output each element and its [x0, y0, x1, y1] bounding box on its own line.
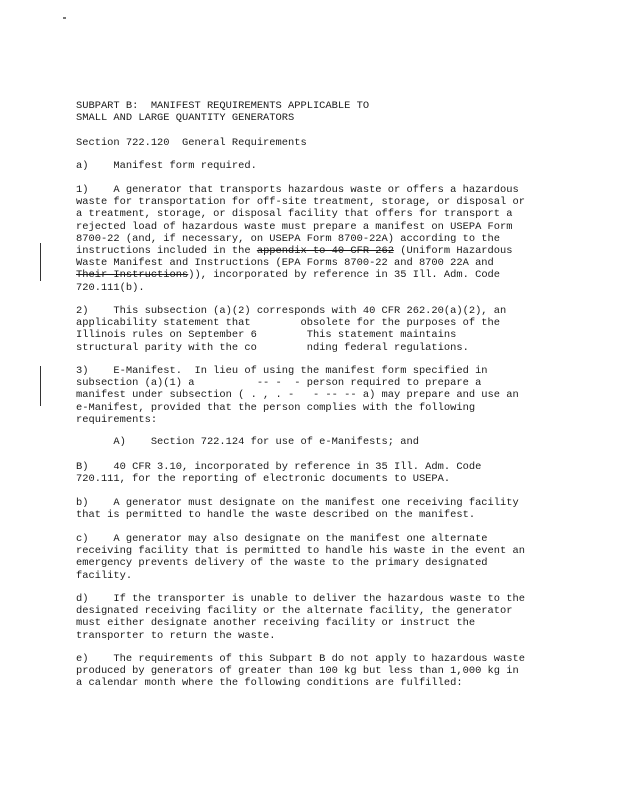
paragraph-c: c) A generator may also designate on the manifest one alternate receiving facility that is permitted to handle his waste in the event an emergency prevents delivery of the waste to the primary designated facility.: [76, 533, 525, 582]
paragraph-a1: 1) A generator that transports hazardous waste or offers a hazardous waste for transportation for off-site treatment, storage, or disposal or a treatment, storage, or disposal facility that offers for transport a rejected load of hazardous waste must prepare a manifest on USEPA Form 8700-22 (and, if necessary, on USEPA Form 8700-22A) according to the instructions included in the appendix to 40 CFR 262 (Uniform Hazardous Waste Manifest and Instructions (EPA Forms 8700-22 and 8700 22A and Their Instructions)), incorporated by reference in 35 Ill. Adm. Code 720.111(b).: [76, 184, 525, 294]
paragraph-a3A: A) Section 722.124 for use of e-Manifests; and: [76, 436, 419, 448]
scan-speck: [63, 17, 66, 19]
paragraph-a3: 3) E-Manifest. In lieu of using the manifest form specified in subsection (a)(1) a -- - - person required to prepare a manifest under subsection ( . , . - - -- -- a) may prepare and use an e-Manifest, provided that the person complies with the following requirements:: [76, 365, 519, 426]
paragraph-a3B: B) 40 CFR 3.10, incorporated by reference in 35 Ill. Adm. Code 720.111, for the reporting of electronic documents to USEPA.: [76, 461, 482, 486]
revision-bar: [40, 243, 41, 281]
revision-bar: [40, 366, 41, 406]
paragraph-a2: 2) This subsection (a)(2) corresponds with 40 CFR 262.20(a)(2), an applicability statement that obsolete for the purposes of the Illinois rules on September 6 This statement maintains structural parity with the co nding federal regulations.: [76, 305, 507, 354]
subpart-heading: SUBPART B: MANIFEST REQUIREMENTS APPLICABLE TO SMALL AND LARGE QUANTITY GENERATORS: [76, 100, 370, 125]
struck-text: Their Instructions: [76, 269, 189, 282]
section-title: Section 722.120 General Requirements: [76, 137, 307, 149]
paragraph-b: b) A generator must designate on the manifest one receiving facility that is permitted to handle the waste described on the manifest.: [76, 497, 519, 522]
struck-text: appendix to 40 CFR 262: [256, 245, 395, 258]
paragraph-d: d) If the transporter is unable to deliver the hazardous waste to the designated receiving facility or the alternate facility, the generator must either designate another receiving facility or instruct the transporter to return the waste.: [76, 593, 525, 642]
paragraph-e: e) The requirements of this Subpart B do not apply to hazardous waste produced by generators of greater than 100 kg but less than 1,000 kg in a calendar month where the following conditions are fulfilled:: [76, 653, 525, 690]
paragraph-a: a) Manifest form required.: [76, 160, 257, 172]
